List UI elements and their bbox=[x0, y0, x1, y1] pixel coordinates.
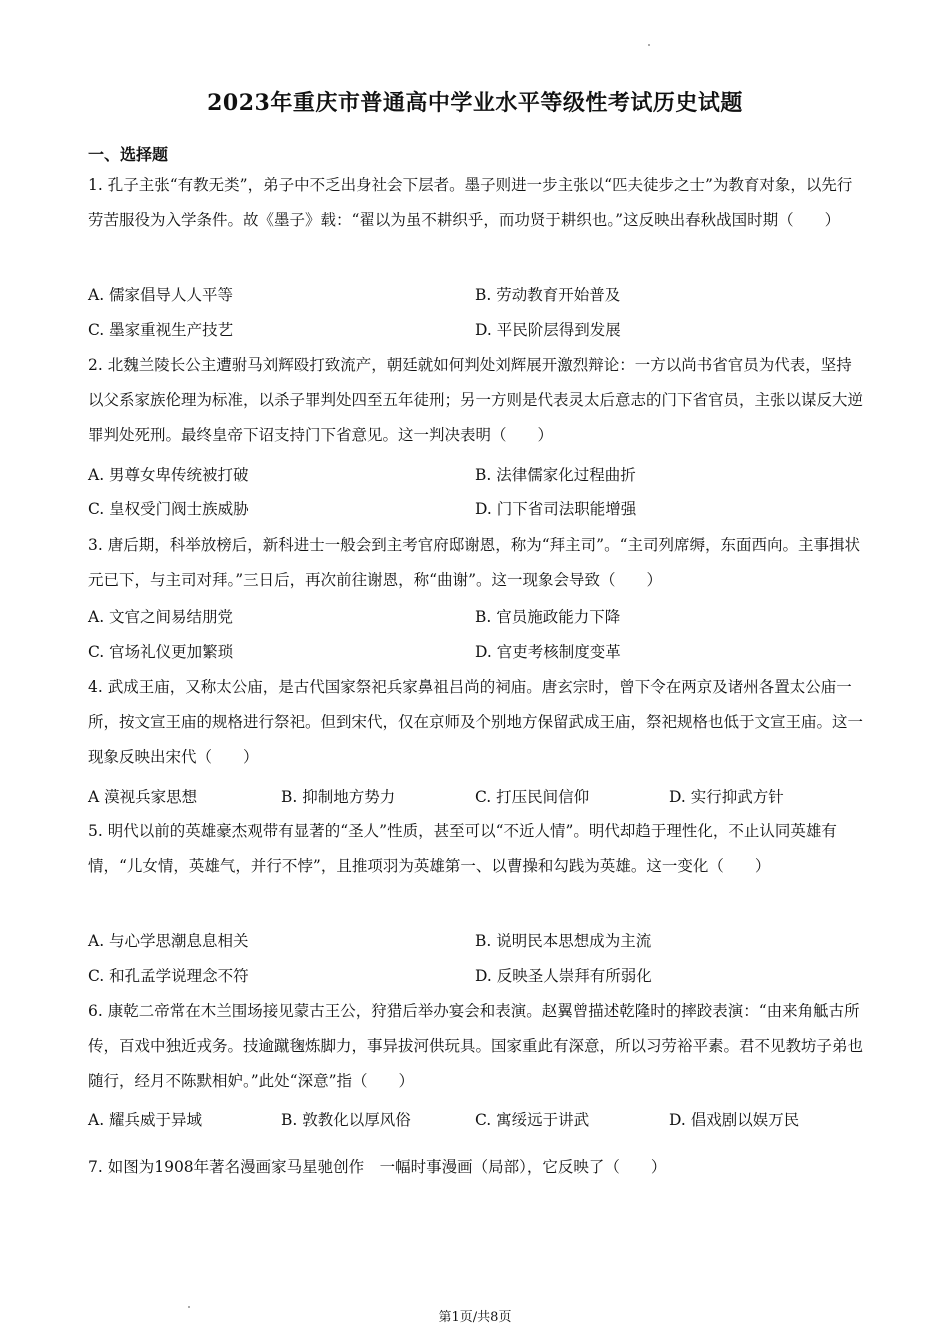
question-1-option-a[interactable]: A. 儒家倡导人人平等 bbox=[88, 286, 234, 304]
question-2-option-d[interactable]: D. 门下省司法职能增强 bbox=[475, 500, 637, 518]
question-5-option-a[interactable]: A. 与心学思潮息息相关 bbox=[88, 932, 249, 950]
question-6-option-a[interactable]: A. 耀兵威于异域 bbox=[88, 1111, 203, 1129]
question-4-option-c[interactable]: C. 打压民间信仰 bbox=[475, 788, 590, 806]
question-3-option-a[interactable]: A. 文官之间易结朋党 bbox=[88, 608, 234, 626]
question-6-option-b[interactable]: B. 敦教化以厚风俗 bbox=[281, 1111, 411, 1129]
question-4-option-a[interactable]: A 漠视兵家思想 bbox=[88, 788, 198, 806]
question-3-option-c[interactable]: C. 官场礼仪更加繁琐 bbox=[88, 643, 234, 661]
question-3-option-d[interactable]: D. 官吏考核制度变革 bbox=[475, 643, 621, 661]
question-2-option-b[interactable]: B. 法律儒家化过程曲折 bbox=[475, 466, 636, 484]
question-6-option-c[interactable]: C. 寓绥远于讲武 bbox=[475, 1111, 590, 1129]
question-6-option-d[interactable]: D. 倡戏剧以娱万民 bbox=[669, 1111, 800, 1129]
question-5-option-b[interactable]: B. 说明民本思想成为主流 bbox=[475, 932, 652, 950]
question-4-option-b[interactable]: B. 抑制地方势力 bbox=[281, 788, 396, 806]
question-3-stem: 3. 唐后期，科举放榜后，新科进士一般会到主考官府邸谢恩，称为“拜主司”。“主司列席缛，东面西向。主事揖状元已下，与主司对拜。”三日后，再次前往谢恩，称“曲谢”。这一现象会导致（ ） bbox=[88, 536, 860, 589]
question-2-option-c[interactable]: C. 皇权受门阀士族威胁 bbox=[88, 500, 249, 518]
question-4-stem: 4. 武成王庙，又称太公庙，是古代国家祭祀兵家鼻祖吕尚的祠庙。唐玄宗时，曾下令在两京及诸州各置太公庙一所，按文宣王庙的规格进行祭祀。但到宋代，仅在京师及个别地方保留武成王庙，祭祀规格也低于文宣王庙。这一现象反映出宋代（ ） bbox=[88, 678, 864, 766]
question-4-option-d[interactable]: D. 实行抑武方针 bbox=[669, 788, 784, 806]
question-5-stem: 5. 明代以前的英雄豪杰观带有显著的“圣人”性质，甚至可以“不近人情”。明代却趋于理性化，不止认同英雄有情，“儿女情，英雄气，并行不悖”，且推项羽为英雄第一、以曹操和勾践为英雄。这一变化（ ） bbox=[88, 822, 837, 875]
question-5-option-d[interactable]: D. 反映圣人崇拜有所弱化 bbox=[475, 967, 652, 985]
question-3-option-b[interactable]: B. 官员施政能力下降 bbox=[475, 608, 621, 626]
scan-speck bbox=[648, 44, 650, 46]
question-1-option-d[interactable]: D. 平民阶层得到发展 bbox=[475, 321, 621, 339]
question-6-stem: 6. 康乾二帝常在木兰围场接见蒙古王公，狩猎后举办宴会和表演。赵翼曾描述乾隆时的摔跤表演：“由来角觝古所传，百戏中独近戎务。技逾蹴毱炼脚力，事异拔河供玩具。国家重此有深意，所以习劳裕平素。君不见教坊子弟也随行，经月不陈默相妒。”此处“深意”指（ ） bbox=[88, 1002, 864, 1090]
question-1-option-c[interactable]: C. 墨家重视生产技艺 bbox=[88, 321, 234, 339]
page-footer: 第1页/共8页 bbox=[438, 1310, 512, 1325]
question-2-option-a[interactable]: A. 男尊女卑传统被打破 bbox=[88, 466, 249, 484]
question-2-stem: 2. 北魏兰陵长公主遭驸马刘辉殴打致流产，朝廷就如何判处刘辉展开激烈辩论：一方以尚书省官员为代表，坚持以父系家族伦理为标准，以杀子罪判处四至五年徒刑；另一方则是代表灵太后意志的门下省官员，主张以谋反大逆罪判处死刑。最终皇帝下诏支持门下省意见。这一判决表明（ ） bbox=[88, 356, 864, 444]
section-heading: 一、选择题 bbox=[88, 145, 169, 164]
question-7-stem: 7. 如图为1908年著名漫画家马星驰创作 一幅时事漫画（局部），它反映了（ ） bbox=[88, 1158, 667, 1176]
question-1-stem: 1. 孔子主张“有教无类”，弟子中不乏出身社会下层者。墨子则进一步主张以“匹夫徒步之士”为教育对象，以先行劳苦服役为入学条件。故《墨子》载：“翟以为虽不耕织乎，而功贤于耕织也。”这反映出春秋战国时期（ ） bbox=[88, 176, 853, 229]
page-title: 2023年重庆市普通高中学业水平等级性考试历史试题 bbox=[207, 90, 743, 116]
question-1-option-b[interactable]: B. 劳动教育开始普及 bbox=[475, 286, 621, 304]
question-5-option-c[interactable]: C. 和孔孟学说理念不符 bbox=[88, 967, 249, 985]
